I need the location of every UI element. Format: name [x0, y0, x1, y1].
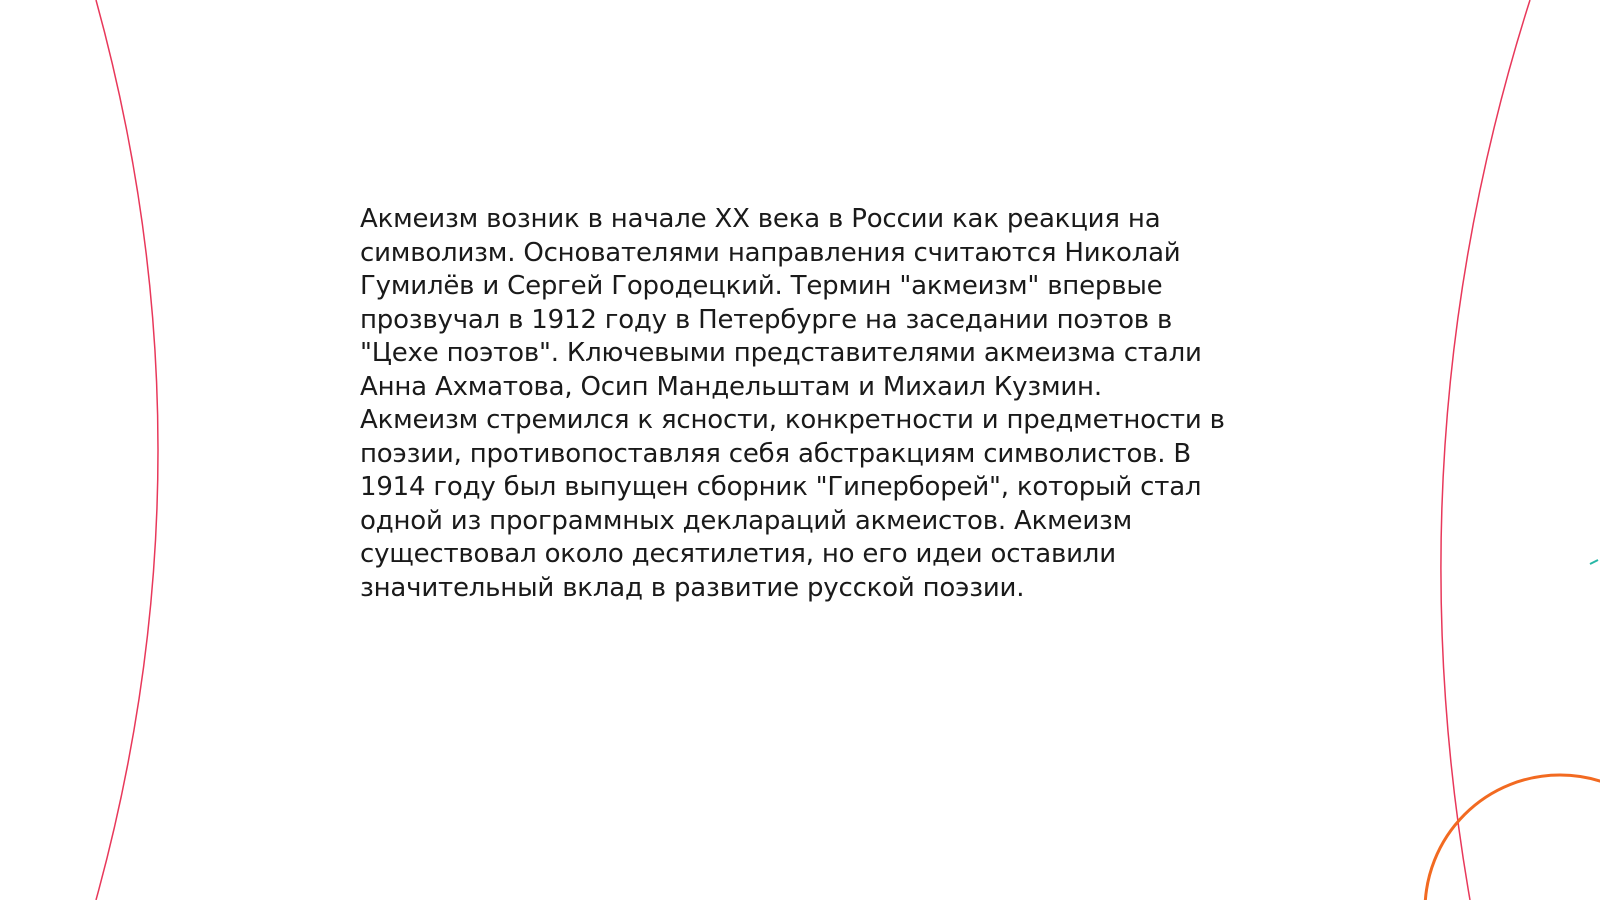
- teal-mark-decoration: [1590, 560, 1598, 564]
- paragraph-line: Гумилёв и Сергей Городецкий. Термин "акмеизм" впервые: [360, 271, 1163, 301]
- paragraph-line: Анна Ахматова, Осип Мандельштам и Михаил Кузмин.: [360, 371, 1102, 402]
- paragraph-line: Акмеизм возник в начале XX века в России как реакция на: [360, 204, 1161, 234]
- paragraph-line: прозвучал в 1912 году в Петербурге на заседании поэтов в: [360, 304, 1173, 335]
- paragraph-line: "Цехе поэтов". Ключевыми представителями акмеизма стали: [360, 338, 1202, 368]
- right-arc-decoration: [1441, 0, 1530, 900]
- paragraph-line: поэзии, противопоставляя себя абстракциям символистов. В: [360, 438, 1192, 469]
- orange-circle-decoration: [1425, 775, 1600, 900]
- paragraph-line: значительный вклад в развитие русской поэзии.: [360, 572, 1025, 603]
- paragraph-line: Акмеизм стремился к ясности, конкретности и предметности в: [360, 405, 1225, 435]
- body-paragraph: [360, 203, 1240, 605]
- left-arc-decoration: [96, 0, 158, 900]
- paragraph-line: символизм. Основателями направления считаются Николай: [360, 237, 1181, 268]
- paragraph-line: 1914 году был выпущен сборник "Гиперборей", который стал: [360, 472, 1202, 502]
- paragraph-line: одной из программных деклараций акмеистов. Акмеизм: [360, 505, 1133, 536]
- paragraph-line: существовал около десятилетия, но его идеи оставили: [360, 539, 1116, 569]
